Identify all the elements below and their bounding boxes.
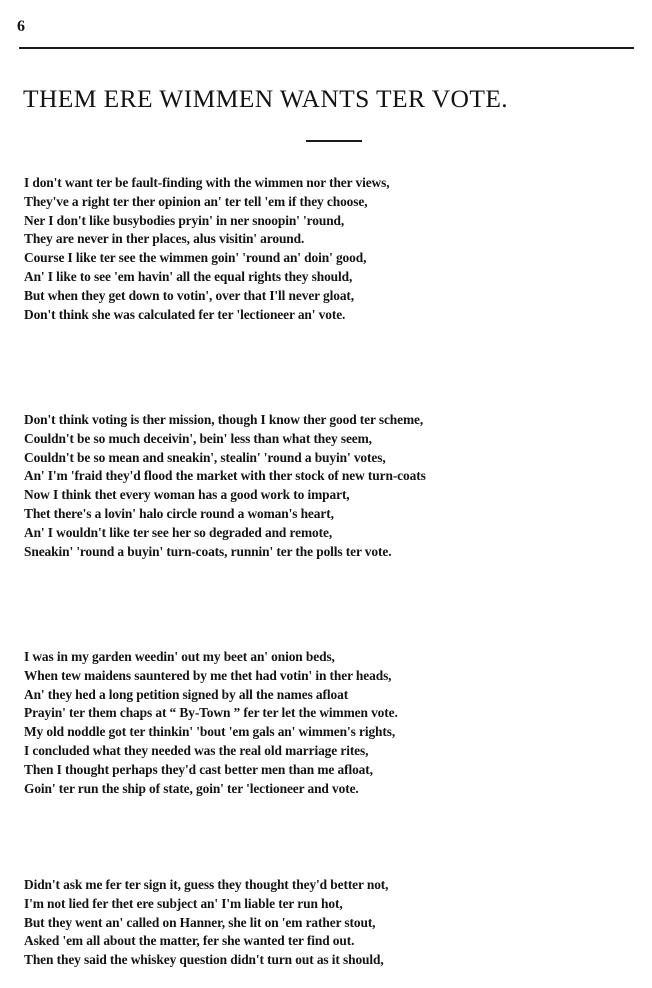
poem-line: I don't want ter be fault-finding with the wimmen nor ther views, bbox=[24, 175, 390, 190]
poem-line: Couldn't be so mean and sneakin', stealin' 'round a buyin' votes, bbox=[24, 449, 386, 465]
header-rule bbox=[19, 47, 634, 49]
poem-line: Didn't ask me fer ter sign it, guess they thought they'd better not, bbox=[24, 877, 389, 892]
poem-line: Asked 'em all about the matter, fer she wanted ter find out. bbox=[24, 933, 355, 949]
poem-line: An' I wouldn't like ter see her so degraded and remote, bbox=[24, 524, 333, 540]
poem-line: Course I like ter see the wimmen goin' 'round an' doin' good, bbox=[24, 250, 367, 266]
poem-line: Goin' ter run the ship of state, goin' ter 'lectioneer and vote. bbox=[24, 780, 359, 796]
poem-line: I was in my garden weedin' out my beet an' onion beds, bbox=[24, 649, 335, 664]
poem-line: When tew maidens sauntered by me thet had votin' in ther heads, bbox=[24, 667, 392, 683]
poem-line: Now I think thet every woman has a good work to impart, bbox=[24, 487, 350, 503]
poem-line: Thet there's a lovin' halo circle round a woman's heart, bbox=[24, 505, 334, 521]
poem-line: I'm not lied fer thet ere subject an' I'm liable ter run hot, bbox=[24, 895, 343, 911]
poem-line: I concluded what they needed was the real old marriage rites, bbox=[24, 742, 369, 758]
poem-line: An' I like to see 'em havin' all the equal rights they should, bbox=[24, 268, 353, 284]
poem-line: But when they get down to votin', over that I'll never gloat, bbox=[24, 287, 355, 303]
stanza-2 bbox=[24, 411, 644, 561]
stanza-3 bbox=[24, 648, 644, 798]
stanza-1 bbox=[24, 174, 644, 324]
poem-line: An' they hed a long petition signed by all the names afloat bbox=[24, 686, 349, 702]
poem-line: Ner I don't like busybodies pryin' in ner snoopin' 'round, bbox=[24, 212, 345, 228]
poem-line: Prayin' ter them chaps at “ By-Town ” fer ter let the wimmen vote. bbox=[24, 705, 398, 721]
poem-line: They are never in ther places, alus visitin' around. bbox=[24, 231, 305, 247]
poem-line: They've a right ter ther opinion an' ter tell 'em if they choose, bbox=[24, 193, 368, 209]
poem-line: Don't think she was calculated fer ter 'lectioneer an' vote. bbox=[24, 306, 346, 322]
poem-line: Then I thought perhaps they'd cast better men than me afloat, bbox=[24, 761, 373, 777]
poem-line: Then they said the whiskey question didn't turn out as it should, bbox=[24, 952, 384, 968]
poem-line: Couldn't be so much deceivin', bein' less than what they seem, bbox=[24, 430, 372, 446]
title-divider bbox=[306, 140, 362, 142]
poem-line: An' I'm 'fraid they'd flood the market with ther stock of new turn-coats bbox=[24, 468, 426, 484]
poem-title: THEM ERE WIMMEN WANTS TER VOTE. bbox=[23, 84, 509, 113]
poem-line: But they went an' called on Hanner, she lit on 'em rather stout, bbox=[24, 914, 376, 930]
poem-line: Sneakin' 'round a buyin' turn-coats, runnin' ter the polls ter vote. bbox=[24, 543, 392, 559]
poem-line: My old noddle got ter thinkin' 'bout 'em gals an' wimmen's rights, bbox=[24, 724, 396, 740]
stanza-4 bbox=[24, 876, 644, 970]
page-number: 6 bbox=[17, 18, 25, 35]
poem-line: Don't think voting is ther mission, though I know ther good ter scheme, bbox=[24, 412, 424, 427]
